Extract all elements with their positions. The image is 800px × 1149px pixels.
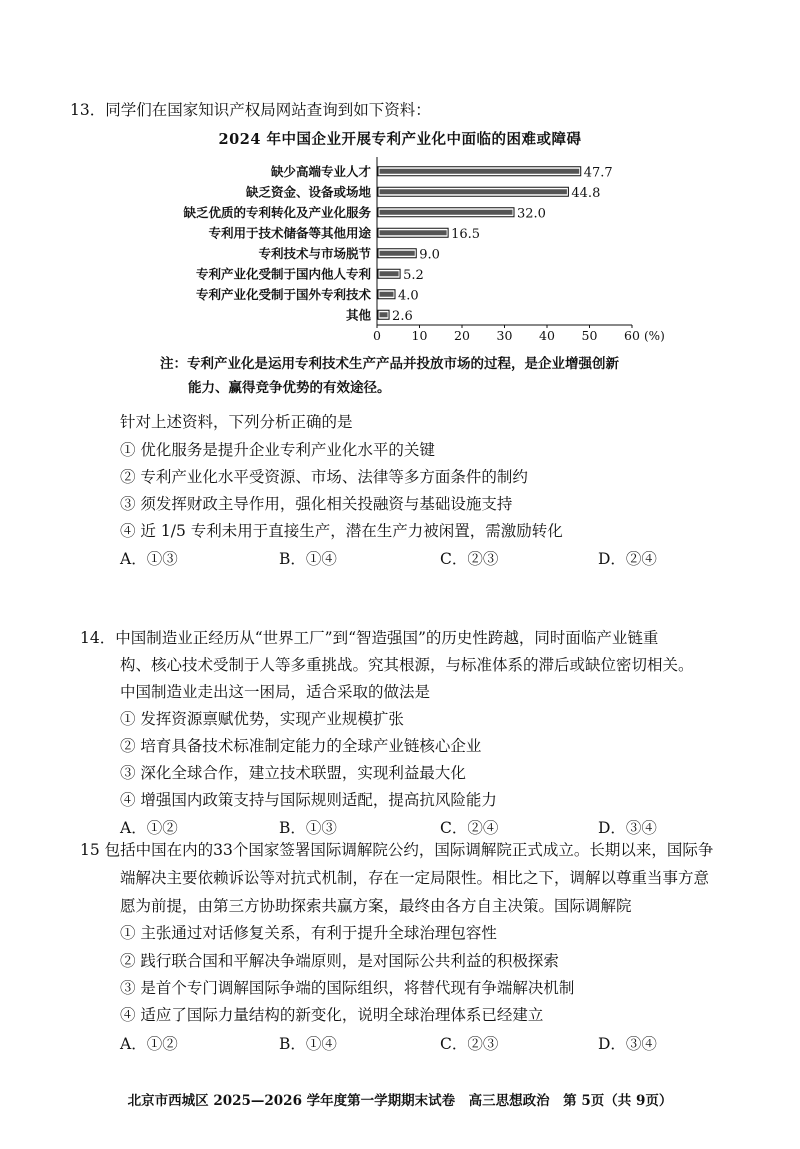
value-label: 2.6 xyxy=(392,308,413,324)
q14-option-a[interactable]: A．①② xyxy=(120,819,178,837)
category-label: 专利产业化受制于国内他人专利 xyxy=(195,266,371,282)
category-label: 缺少高端专业人才 xyxy=(270,163,371,179)
q15-line-1: 15 包括中国在内的33个国家签署国际调解院公约，国际调解院正式成立。长期以来，国际争 xyxy=(80,841,714,859)
q14-statement-3: ③ 深化全球合作，建立技术联盟，实现利益最大化 xyxy=(120,764,466,782)
category-label: 专利技术与市场脱节 xyxy=(258,245,371,261)
q15-options xyxy=(70,1032,750,1056)
x-tick-label: 20 xyxy=(454,328,470,343)
value-label: 44.8 xyxy=(571,185,601,201)
q15-statement-1: ① 主张通过对话修复关系，有利于提升全球治理包容性 xyxy=(120,924,497,942)
x-tick-label: 40 xyxy=(539,328,555,343)
bar-fill xyxy=(380,251,415,256)
bar-fill xyxy=(380,230,447,235)
q13-prompt: 针对上述资料，下列分析正确的是 xyxy=(120,413,353,431)
q15-option-a[interactable]: A．①② xyxy=(120,1035,178,1053)
value-label: 32.0 xyxy=(517,206,546,222)
bar-fill xyxy=(380,271,399,276)
q14-options xyxy=(70,816,750,840)
q13-statement-2: ② 专利产业化水平受资源、市场、法律等多方面条件的制约 xyxy=(120,468,528,486)
chart-note xyxy=(160,352,720,400)
q14-statement-2: ② 培育具备技术标准制定能力的全球产业链核心企业 xyxy=(120,737,482,755)
category-label: 其他 xyxy=(345,307,371,323)
value-label: 16.5 xyxy=(451,226,481,242)
q14-option-c[interactable]: C．②④ xyxy=(440,819,499,837)
q14-option-d[interactable]: D．③④ xyxy=(598,819,657,837)
category-label: 缺乏资金、设备或场地 xyxy=(245,184,371,200)
q13-stem: 13．同学们在国家知识产权局网站查询到如下资料： xyxy=(70,101,431,119)
x-tick-label: 30 xyxy=(496,328,513,343)
chart xyxy=(0,0,800,360)
q15-line-3: 愿为前提，由第三方协助探索共赢方案，最终由各方自主决策。国际调解院 xyxy=(120,897,632,915)
q14-statement-1: ① 发挥资源禀赋优势，实现产业规模扩张 xyxy=(120,710,404,728)
q13-statement-4: ④ 近 1/5 专利未用于直接生产，潜在生产力被闲置，需激励转化 xyxy=(120,522,563,540)
q13-option-a[interactable]: A．①③ xyxy=(120,550,178,568)
bar-fill xyxy=(380,292,394,297)
q14-line-1: 14．中国制造业正经历从“世界工厂”到“智造强国”的历史性跨越，同时面临产业链重 xyxy=(80,629,659,647)
value-label: 4.0 xyxy=(398,288,419,304)
bar-fill xyxy=(380,210,513,215)
q13-options xyxy=(70,547,750,571)
chart-title: 2024 年中国企业开展专利产业化中面临的困难或障碍 xyxy=(218,131,582,148)
q15-option-c[interactable]: C．②③ xyxy=(440,1035,499,1053)
category-label: 缺乏优质的专利转化及产业化服务 xyxy=(183,204,371,220)
page-footer: 北京市西城区 2025—2026 学年度第一学期期末试卷 高三思想政治 第 5页（共 9页） xyxy=(127,1093,673,1109)
q14-line-3: 中国制造业走出这一困局，适合采取的做法是 xyxy=(120,683,431,701)
q14-option-b[interactable]: B．①③ xyxy=(279,819,337,837)
bar-fill xyxy=(380,312,388,317)
q15-line-2: 端解决主要依赖诉讼等对抗式机制，存在一定局限性。相比之下，调解以尊重当事方意 xyxy=(120,869,710,887)
q15-statement-4: ④ 适应了国际力量结构的新变化，说明全球治理体系已经建立 xyxy=(120,1006,544,1024)
x-tick-label: 60 xyxy=(624,328,640,343)
x-tick-label: 0 xyxy=(373,328,381,343)
q15-option-b[interactable]: B．①④ xyxy=(279,1035,337,1053)
category-label: 专利产业化受制于国外专利技术 xyxy=(195,286,371,302)
chart-note-line-2: 能力、赢得竞争优势的有效途径。 xyxy=(188,380,391,396)
q13-option-b[interactable]: B．①④ xyxy=(279,550,337,568)
bar-fill xyxy=(380,189,567,194)
q14-statement-4: ④ 增强国内政策支持与国际规则适配，提高抗风险能力 xyxy=(120,791,497,809)
q13-statement-3: ③ 须发挥财政主导作用，强化相关投融资与基础设施支持 xyxy=(120,495,513,513)
q14-line-2: 构、核心技术受制于人等多重挑战。究其根源，与标准体系的滞后或缺位密切相关。 xyxy=(120,656,694,674)
x-unit-label: (%) xyxy=(644,329,665,343)
x-tick-label: 50 xyxy=(581,328,598,343)
x-tick-label: 10 xyxy=(411,328,428,343)
q13-option-c[interactable]: C．②③ xyxy=(440,550,499,568)
q15-option-d[interactable]: D．③④ xyxy=(598,1035,657,1053)
bar-fill xyxy=(380,169,580,174)
value-label: 47.7 xyxy=(583,165,613,181)
q13-statement-1: ① 优化服务是提升企业专利产业化水平的关键 xyxy=(120,441,435,459)
value-label: 5.2 xyxy=(403,267,424,283)
q13-option-d[interactable]: D．②④ xyxy=(598,550,657,568)
category-label: 专利用于技术储备等其他用途 xyxy=(208,225,371,241)
q15-statement-3: ③ 是首个专门调解国际争端的国际组织，将替代现有争端解决机制 xyxy=(120,979,575,997)
q15-statement-2: ② 践行联合国和平解决争端原则，是对国际公共利益的积极探索 xyxy=(120,952,559,970)
value-label: 9.0 xyxy=(419,247,440,263)
chart-note-line-1: 注：专利产业化是运用专利技术生产产品并投放市场的过程，是企业增强创新 xyxy=(160,356,619,372)
